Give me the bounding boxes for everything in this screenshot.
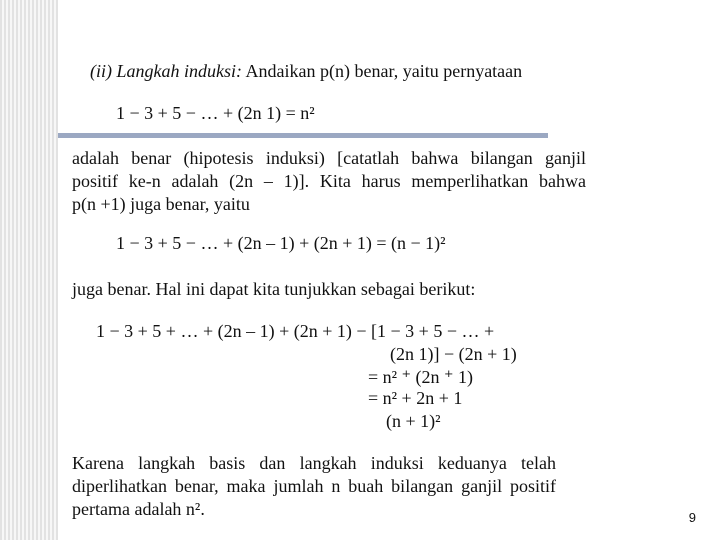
paragraph-line: adalah benar (hipotesis induksi) [catatlah bahwa bilangan ganjil [72, 148, 586, 168]
paragraph-line: p(n +1) juga benar, yaitu [72, 194, 250, 214]
paragraph-transition: juga benar. Hal ini dapat kita tunjukkan sebagai berikut: [72, 279, 476, 299]
target-equation: 1 − 3 + 5 − … + (2n – 1) + (2n + 1) = (n − 1)² [116, 233, 446, 253]
paragraph-hypothesis [72, 147, 586, 216]
derivation-line: = n² + 2n + 1 [368, 388, 463, 408]
derivation-line: (n + 1)² [386, 411, 441, 431]
paragraph-line: diperlihatkan benar, maka jumlah n buah bilangan ganjil positif [72, 476, 556, 496]
induction-step-line [90, 60, 522, 82]
paragraph-line: Karena langkah basis dan langkah induksi keduanya telah [72, 453, 556, 473]
page-number: 9 [688, 510, 696, 525]
step-heading: (ii) Langkah induksi: [90, 61, 242, 81]
hypothesis-equation: 1 − 3 + 5 − … + (2n 1) = n² [116, 103, 315, 123]
paragraph-line: pertama adalah n². [72, 499, 205, 519]
step-intro: Andaikan p(n) benar, yaitu pernyataan [245, 61, 523, 81]
derivation-line: = n² ⁺ (2n ⁺ 1) [368, 367, 474, 387]
derivation-line: (2n 1)] − (2n + 1) [390, 344, 517, 364]
derivation-line: 1 − 3 + 5 + … + (2n – 1) + (2n + 1) − [1 − 3 + 5 − … + [96, 321, 495, 341]
paragraph-conclusion [72, 452, 556, 521]
paragraph-line: positif ke-n adalah (2n – 1)]. Kita harus memperlihatkan bahwa [72, 171, 586, 191]
divider-bar [58, 133, 548, 138]
left-stripe-decoration [0, 0, 58, 540]
